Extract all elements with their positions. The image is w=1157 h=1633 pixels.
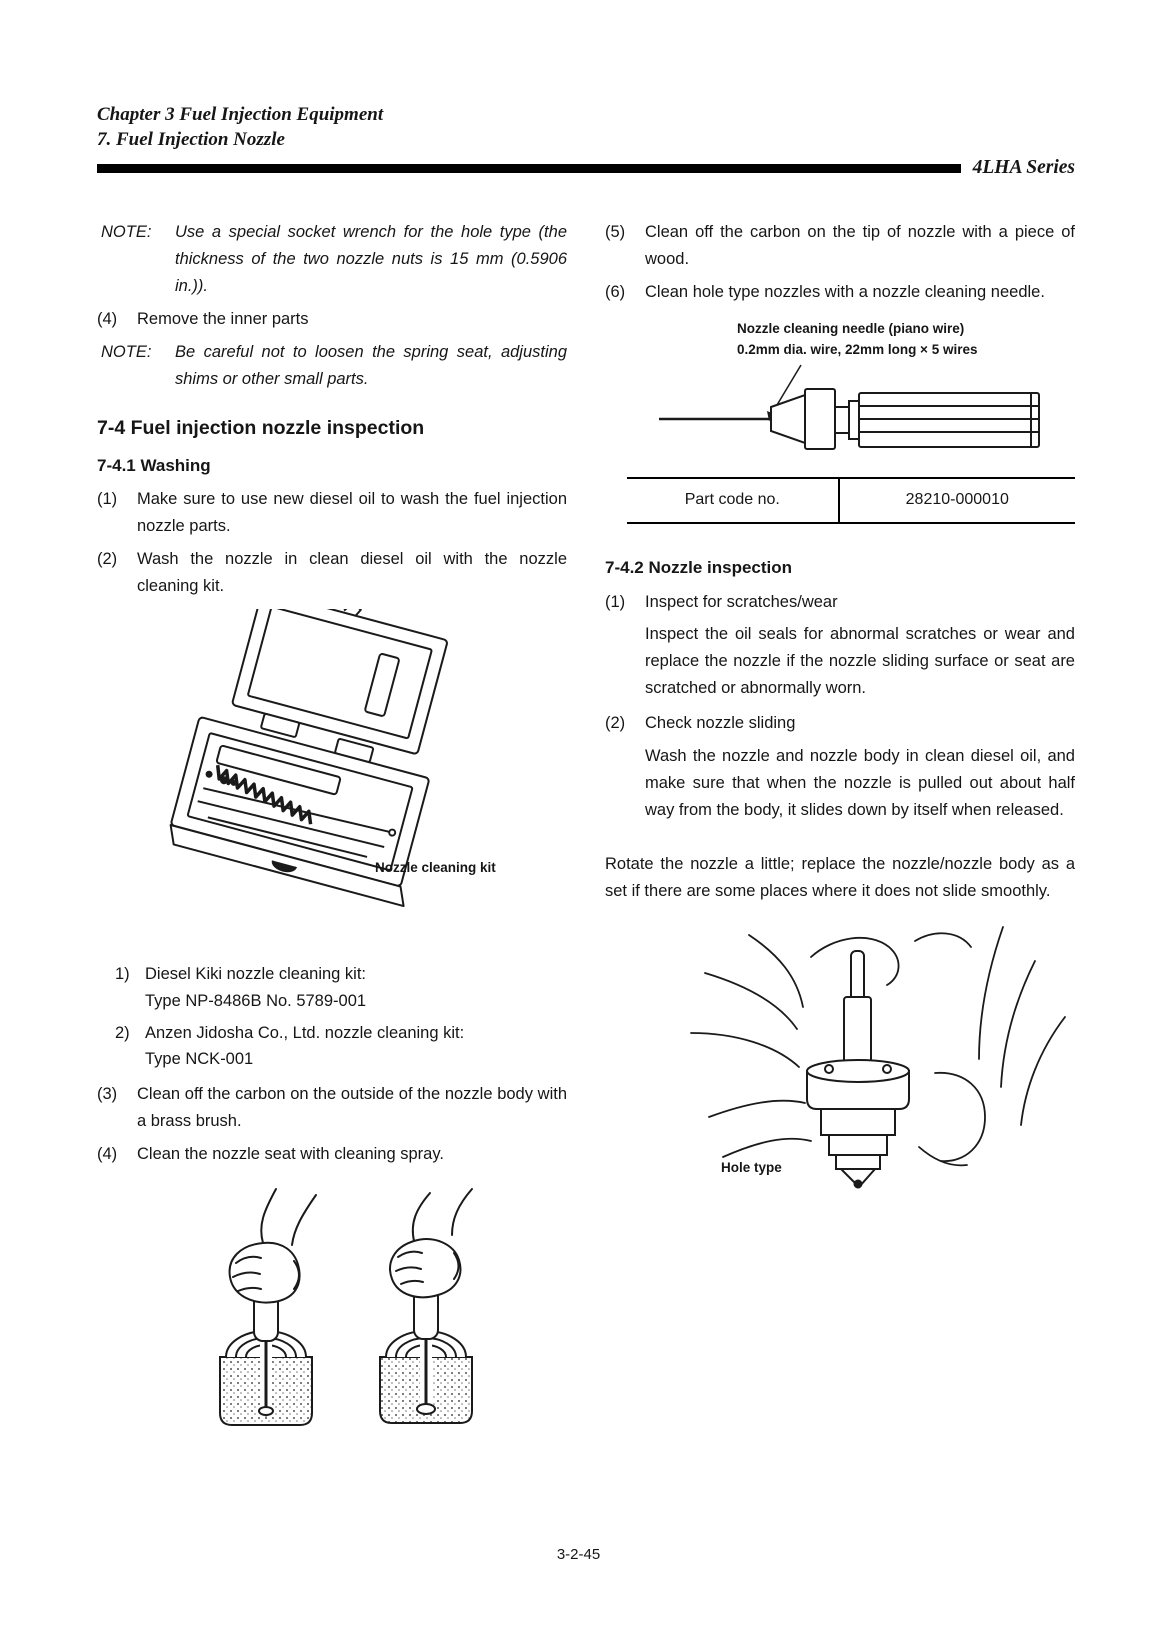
header-section-line: 7. Fuel Injection Nozzle (97, 129, 285, 151)
step-number: (2) (97, 549, 118, 568)
list-text (145, 961, 567, 1014)
step-number: (1) (605, 592, 626, 611)
washing-step-1 (97, 486, 567, 539)
nozzle-cleaning-kit-figure (97, 609, 567, 927)
step-number: (4) (97, 1144, 118, 1163)
page-header (97, 102, 1075, 179)
step-number: (5) (605, 223, 626, 242)
hole-type-nozzle-figure (605, 921, 1075, 1199)
part-code-value: 28210-000010 (838, 479, 1075, 522)
kit-vendor-list (115, 961, 567, 1073)
list-number: 2) (115, 1023, 130, 1042)
step-title: Inspect for scratches/wear (645, 592, 838, 611)
inspection-step-1-body: Inspect the oil seals for abnormal scratches or wear and replace the nozzle if the nozzle sliding surface or seat are scratched or abnormally worn. (645, 625, 1075, 697)
step-number: (3) (97, 1085, 118, 1104)
note-socket-wrench (101, 219, 567, 299)
page-number: 3-2-45 (556, 1546, 601, 1563)
cleaning-step-5 (605, 219, 1075, 272)
hole-type-caption: Hole type (721, 1159, 782, 1175)
cleaning-step-6 (605, 279, 1075, 306)
step-number: (2) (605, 714, 626, 733)
hands-cleaning-figure (97, 1185, 567, 1440)
hands-cleaning-illustration (180, 1185, 515, 1440)
kit-caption: Nozzle cleaning kit (375, 860, 496, 876)
kit-vendor-1 (115, 961, 567, 1014)
cleaning-step-3 (97, 1081, 567, 1134)
step-text: Make sure to use new diesel oil to wash the fuel injection nozzle parts. (137, 490, 567, 536)
section-heading-7-4: 7-4 Fuel injection nozzle inspection (97, 417, 425, 440)
cleaning-step-4 (97, 1141, 567, 1168)
cleaning-needle-figure (605, 319, 1075, 524)
step-number: (4) (97, 310, 118, 329)
needle-labels (737, 319, 1075, 361)
kit-vendor-2 (115, 1020, 567, 1073)
note-text: Be careful not to loosen the spring seat, adjusting shims or other small parts. (175, 343, 567, 388)
vendor-type: Type NCK-001 (145, 1050, 254, 1069)
inspection-step-1 (605, 589, 1075, 616)
list-number: 1) (115, 965, 130, 984)
left-column (97, 219, 567, 1440)
needle-label-line1: Nozzle cleaning needle (piano wire) (737, 321, 965, 337)
step-text: Clean hole type nozzles with a nozzle cleaning needle. (645, 282, 1045, 301)
needle-label-line2: 0.2mm dia. wire, 22mm long × 5 wires (737, 342, 978, 358)
cleaning-needle-illustration (619, 363, 1049, 467)
hole-type-nozzle-illustration (683, 921, 1083, 1196)
rotate-nozzle-paragraph: Rotate the nozzle a little; replace the nozzle/nozzle body as a set if there are some places where it does not slide smoothly. (605, 855, 1075, 901)
step-text: Clean off the carbon on the tip of nozzle with a piece of wood. (645, 223, 1075, 268)
series-label: 4LHA Series (972, 157, 1075, 179)
vendor-name: Anzen Jidosha Co., Ltd. nozzle cleaning kit: (145, 1023, 465, 1042)
note-label: NOTE: (101, 223, 152, 242)
note-label: NOTE: (101, 343, 152, 362)
step-title: Check nozzle sliding (645, 714, 796, 733)
inspection-step-2-body: Wash the nozzle and nozzle body in clean diesel oil, and make sure that when the nozzle is pulled out about half way from the body, it slides down by itself when released. (645, 747, 1075, 819)
part-code-table (627, 477, 1075, 524)
subsection-heading-7-4-1: 7-4.1 Washing (97, 455, 211, 475)
two-column-layout (97, 219, 1075, 1440)
vendor-type: Type NP-8486B No. 5789-001 (145, 991, 367, 1010)
right-column (605, 219, 1075, 1440)
page-footer (0, 1546, 1157, 1563)
step-text: Wash the nozzle in clean diesel oil with the nozzle cleaning kit. (137, 549, 567, 595)
washing-step-2 (97, 546, 567, 599)
list-text (145, 1020, 567, 1073)
step-text: Remove the inner parts (137, 310, 309, 329)
subsection-heading-7-4-2: 7-4.2 Nozzle inspection (605, 558, 793, 578)
step-number: (6) (605, 282, 626, 301)
header-rule (97, 157, 1075, 179)
step-text: Clean the nozzle seat with cleaning spray. (137, 1144, 444, 1163)
step-number: (1) (97, 490, 118, 509)
note-spring-seat (101, 339, 567, 392)
step-remove-inner-parts (97, 306, 567, 333)
note-text: Use a special socket wrench for the hole type (the thickness of the two nozzle nuts is 15 mm (0.5906 in.)). (175, 223, 567, 295)
vendor-name: Diesel Kiki nozzle cleaning kit: (145, 965, 367, 984)
part-code-label: Part code no. (684, 491, 780, 509)
header-chapter-line: Chapter 3 Fuel Injection Equipment (97, 104, 384, 125)
header-bar (97, 164, 961, 173)
step-text: Clean off the carbon on the outside of the nozzle body with a brass brush. (137, 1085, 567, 1130)
inspection-step-2 (605, 710, 1075, 737)
